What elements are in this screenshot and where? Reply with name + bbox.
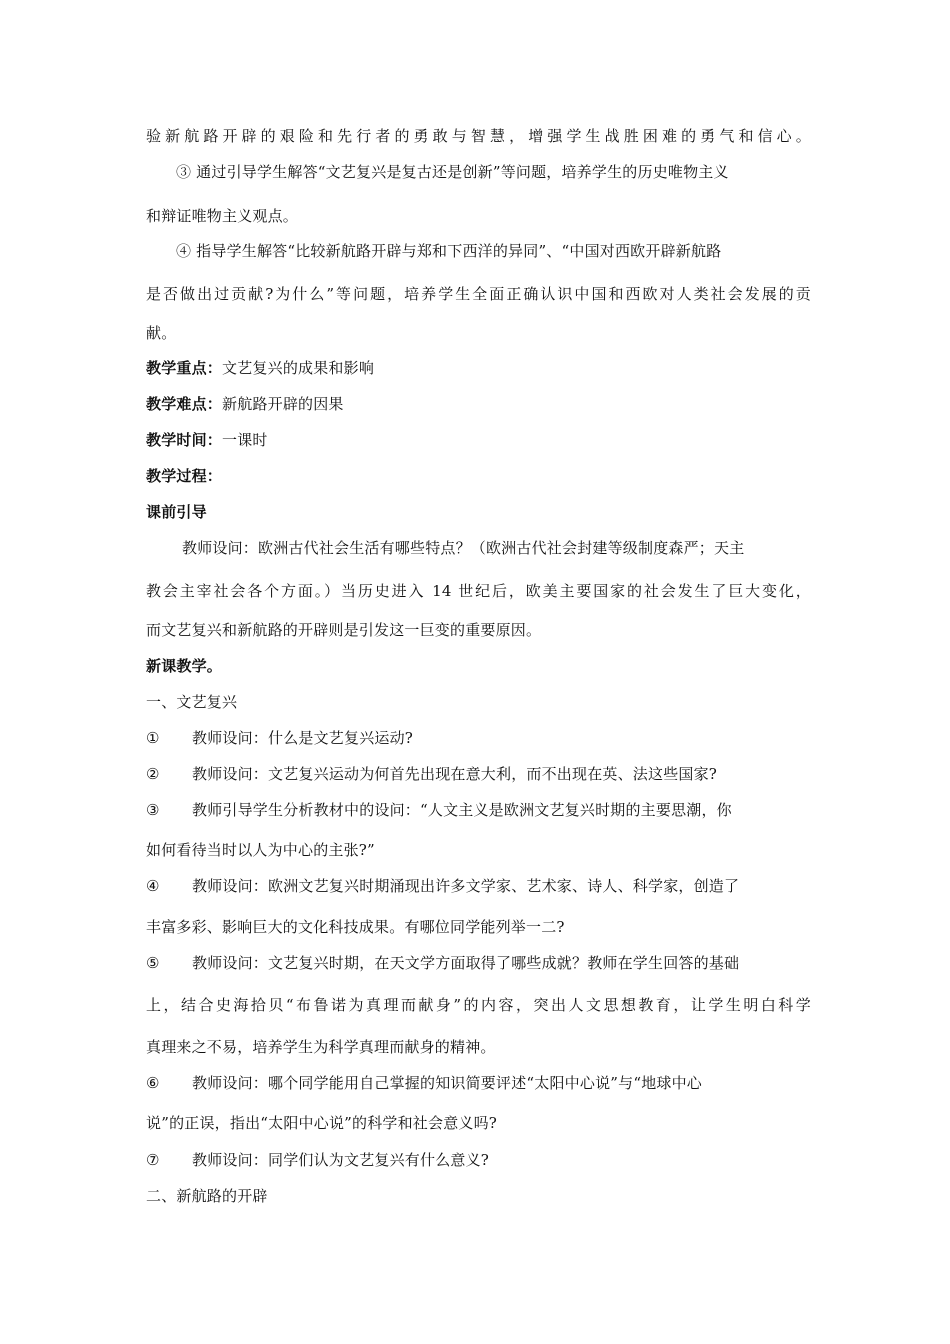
- list-item: [146, 764, 811, 784]
- paragraph-line: ③ 通过引导学生解答“文艺复兴是复古还是创新”等问题，培养学生的历史唯物主义: [176, 163, 729, 181]
- item-number: ⑤: [146, 954, 160, 972]
- item-number: ④: [146, 877, 160, 895]
- paragraph-line: 献。: [146, 324, 177, 342]
- item-text: 教师设问：文艺复兴时期，在天文学方面取得了哪些成就？教师在学生回答的基础: [192, 954, 740, 972]
- list-item: [146, 953, 811, 973]
- item-text-continued: 丰富多彩、影响巨大的文化科技成果。有哪位同学能列举一二?: [146, 918, 565, 936]
- item-text: 教师设问：什么是文艺复兴运动?: [192, 729, 414, 747]
- teaching-process-heading: 教学过程：: [146, 467, 223, 485]
- paragraph-line: 教师设问：欧洲古代社会生活有哪些特点？（欧洲古代社会封建等级制度森严；天主: [182, 539, 745, 557]
- section-heading: 一、文艺复兴: [146, 693, 238, 711]
- section-heading: 二、新航路的开辟: [146, 1187, 268, 1205]
- item-text: 教师设问：欧洲文艺复兴时期涌现出许多文学家、艺术家、诗人、科学家，创造了: [192, 877, 740, 895]
- list-item: [146, 800, 811, 820]
- paragraph-line: 验新航路开辟的艰险和先行者的勇敢与智慧，增强学生战胜困难的勇气和信心。: [146, 127, 811, 145]
- paragraph-line: 是否做出过贡献?为什么”等问题，培养学生全面正确认识中国和西欧对人类社会发展的贡: [146, 285, 811, 303]
- teaching-time-value: 一课时: [222, 431, 268, 449]
- teaching-difficulty-value: 新航路开辟的因果: [222, 395, 344, 413]
- list-item: [146, 1150, 811, 1170]
- item-text: 教师设问：同学们认为文艺复兴有什么意义?: [192, 1151, 490, 1169]
- item-text: 教师设问：文艺复兴运动为何首先出现在意大利，而不出现在英、法这些国家?: [192, 765, 718, 783]
- teaching-difficulty-label: 教学难点：: [146, 395, 223, 413]
- item-number: ③: [146, 801, 160, 819]
- teaching-focus-value: 文艺复兴的成果和影响: [222, 359, 375, 377]
- item-text: 教师设问：哪个同学能用自己掌握的知识简要评述“太阳中心说”与“地球中心: [192, 1074, 703, 1092]
- paragraph-line: 而文艺复兴和新航路的开辟则是引发这一巨变的重要原因。: [146, 621, 542, 639]
- item-text: 教师引导学生分析教材中的设问：“人文主义是欧洲文艺复兴时期的主要思潮，你: [192, 801, 732, 819]
- item-text-continued: 上，结合史海拾贝“布鲁诺为真理而献身”的内容，突出人文思想教育，让学生明白科学: [146, 996, 811, 1014]
- item-text-continued: 真理来之不易，培养学生为科学真理而献身的精神。: [146, 1038, 496, 1056]
- intro-heading: 课前引导: [146, 503, 207, 521]
- item-number: ⑦: [146, 1151, 160, 1169]
- list-item: [146, 728, 811, 748]
- item-number: ①: [146, 729, 160, 747]
- item-number: ②: [146, 765, 160, 783]
- paragraph-line: 教会主宰社会各个方面。）当历史进入 14 世纪后，欧美主要国家的社会发生了巨大变化，: [146, 582, 811, 600]
- teaching-time: [146, 430, 811, 450]
- paragraph-line: ④ 指导学生解答“比较新航路开辟与郑和下西洋的异同”、“中国对西欧开辟新航路: [176, 242, 722, 260]
- item-text-continued: 如何看待当时以人为中心的主张?”: [146, 841, 375, 859]
- teaching-time-label: 教学时间：: [146, 431, 223, 449]
- teaching-difficulty: [146, 394, 811, 414]
- list-item: [146, 876, 811, 896]
- teaching-focus-label: 教学重点：: [146, 359, 223, 377]
- paragraph-line: 和辩证唯物主义观点。: [146, 207, 299, 225]
- teaching-focus: [146, 358, 811, 378]
- list-item: [146, 1073, 811, 1093]
- item-number: ⑥: [146, 1074, 160, 1092]
- item-text-continued: 说”的正误，指出“太阳中心说”的科学和社会意义吗?: [146, 1114, 498, 1132]
- new-lesson-heading: 新课教学。: [146, 657, 223, 675]
